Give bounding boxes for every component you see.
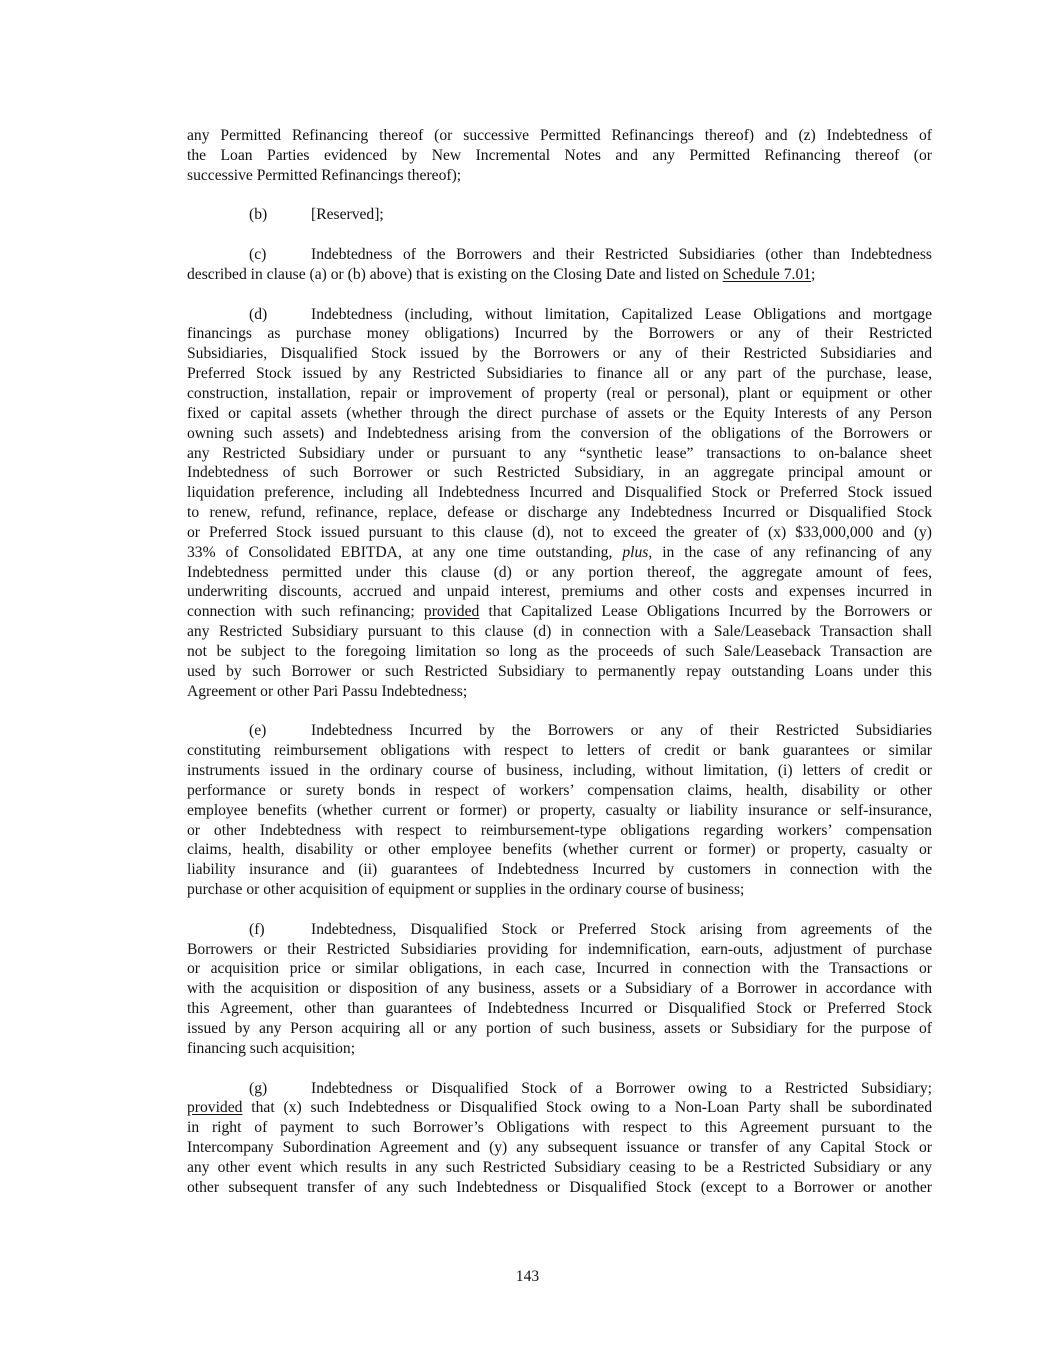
clause-e — [187, 721, 932, 900]
text-fragment: ; — [811, 265, 816, 283]
text-line: any Restricted Subsidiary under or pursuant to any “synthetic lease” transactions to on-balance sheet — [187, 444, 932, 462]
italic-term: plus — [622, 543, 649, 561]
text-line: not be subject to the foregoing limitation so long as the proceeds of such Sale/Leaseback Transaction are — [187, 642, 932, 660]
text-line: any Permitted Refinancing thereof (or successive Permitted Refinancings thereof) and (z) Indebtedness of — [187, 127, 932, 144]
text-line: liability insurance and (ii) guarantees of Indebtedness Incurred by customers in connection with the — [187, 861, 932, 879]
schedule-reference-link[interactable]: Schedule 7.01 — [722, 265, 812, 283]
clause-label: (c) — [249, 246, 267, 264]
text-line: Indebtedness of the Borrowers and their Restricted Subsidiaries (other than Indebtedness — [311, 246, 932, 264]
clause-label: (d) — [249, 305, 268, 323]
text-line: with the acquisition or disposition of any business, assets or a Subsidiary of a Borrower in accordance with — [187, 980, 932, 998]
text-line — [187, 543, 932, 563]
text-line: purchase or other acquisition of equipment or supplies in the ordinary course of business; — [187, 881, 745, 899]
text-line: or Preferred Stock issued pursuant to this clause (d), not to exceed the greater of (x) $33,000,000 and (y) — [187, 523, 932, 541]
text-line — [187, 602, 932, 622]
text-line: other subsequent transfer of any such Indebtedness or Disqualified Stock (except to a Borrower or another — [187, 1178, 932, 1196]
text-line: Indebtedness Incurred by the Borrowers or any of their Restricted Subsidiaries — [311, 722, 932, 740]
text-line: Intercompany Subordination Agreement and (y) any subsequent issuance or transfer of any Capital Stock or — [187, 1139, 932, 1157]
text-line: in right of payment to such Borrower’s Obligations with respect to this Agreement pursuant to the — [187, 1119, 932, 1137]
paragraph-continuation — [187, 126, 932, 186]
text-line: to renew, refund, refinance, replace, defease or discharge any Indebtedness Incurred or Disqualified Stock — [187, 504, 932, 522]
text-line: Preferred Stock issued by any Restricted Subsidiaries to finance all or any part of the purchase, lease, — [187, 365, 932, 383]
text-line: or other Indebtedness with respect to reimbursement-type obligations regarding workers’ compensation — [187, 821, 932, 839]
text-fragment: that (x) such Indebtedness or Disqualified Stock owing to a Non-Loan Party shall be subordinated — [242, 1099, 932, 1117]
text-line: Indebtedness or Disqualified Stock of a Borrower owing to a Restricted Subsidiary; — [311, 1079, 932, 1097]
clause-label: (e) — [249, 722, 267, 740]
text-line: any other event which results in any such Restricted Subsidiary ceasing to be a Restricted Subsidiary or any — [187, 1158, 932, 1176]
text-line: instruments issued in the ordinary course of business, including, without limitation, (i) letters of credit or — [187, 762, 932, 779]
text-line: any Restricted Subsidiary pursuant to this clause (d) in connection with a Sale/Leaseback Transaction shall — [187, 623, 932, 641]
clause-g — [187, 1079, 932, 1198]
text-line: Subsidiaries, Disqualified Stock issued by the Borrowers or any of their Restricted Subsidiaries and — [187, 345, 932, 363]
text-fragment: that Capitalized Lease Obligations Incurred by the Borrowers or — [479, 603, 932, 621]
text-line: Indebtedness, Disqualified Stock or Preferred Stock arising from agreements of the — [311, 920, 932, 938]
text-line: used by such Borrower or such Restricted Subsidiary to permanently repay outstanding Loans under this — [187, 662, 932, 680]
text-line: liquidation preference, including all Indebtedness Incurred and Disqualified Stock or Preferred Stock issued — [187, 484, 932, 502]
text-line: described in clause (a) or (b) above) that is existing on the Closing Date and listed on — [187, 265, 723, 283]
text-line: Indebtedness of such Borrower or such Restricted Subsidiary, in an aggregate principal amount or — [187, 464, 932, 482]
text-line: performance or surety bonds in respect of workers’ compensation claims, health, disability or other — [187, 781, 932, 799]
text-line: financings as purchase money obligations) Incurred by the Borrowers or any of their Restricted — [187, 325, 932, 343]
text-line: underwriting discounts, accrued and unpaid interest, premiums and other costs and expenses incurred in — [187, 583, 932, 601]
underlined-term: provided — [187, 1099, 243, 1117]
text-line: the Loan Parties evidenced by New Incremental Notes and any Permitted Refinancing thereof (or — [187, 146, 932, 164]
clause-d — [187, 305, 932, 702]
text-line: owning such assets) and Indebtedness arising from the conversion of the obligations of the Borrowers or — [187, 424, 932, 442]
page-number: 143 — [515, 1268, 540, 1285]
text-line: successive Permitted Refinancings thereof); — [187, 166, 462, 184]
clause-label: (b) — [249, 206, 268, 224]
clause-label: (g) — [249, 1079, 268, 1097]
text-line: Borrowers or their Restricted Subsidiaries providing for indemnification, earn-outs, adjustment of purchase — [187, 940, 932, 958]
clause-label: (f) — [249, 920, 265, 938]
document-page — [187, 126, 932, 1217]
text-line: claims, health, disability or other employee benefits (whether current or former) or property, casualty or — [187, 841, 932, 859]
text-line: Indebtedness (including, without limitation, Capitalized Lease Obligations and mortgage — [311, 305, 932, 323]
text-line: fixed or capital assets (whether through the direct purchase of assets or the Equity Interests of any Person — [187, 404, 932, 422]
text-line: issued by any Person acquiring all or any portion of such business, assets or Subsidiary for the purpose of — [187, 1019, 932, 1037]
text-line: this Agreement, other than guarantees of Indebtedness Incurred or Disqualified Stock or Preferred Stock — [187, 1000, 932, 1018]
text-line: Agreement or other Pari Passu Indebtedness; — [187, 682, 468, 700]
text-fragment: , in the case of any refinancing of any — [648, 543, 933, 561]
text-line: construction, installation, repair or improvement of property (real or personal), plant or equipment or other — [187, 384, 932, 402]
text-line: or acquisition price or similar obligations, in each case, Incurred in connection with the Transactions or — [187, 960, 932, 978]
text-line: financing such acquisition; — [187, 1039, 356, 1057]
clause-c — [187, 245, 932, 285]
clause-b — [187, 205, 932, 225]
text-line: constituting reimbursement obligations with respect to letters of credit or bank guarantees or similar — [187, 742, 932, 760]
text-fragment: connection with such refinancing; — [187, 603, 424, 621]
text-line: [Reserved]; — [311, 206, 384, 224]
text-fragment: 33% of Consolidated EBITDA, at any one time outstanding, — [187, 543, 623, 561]
text-line: employee benefits (whether current or former) or property, casualty or liability insurance or self-insurance, — [187, 801, 932, 819]
clause-f — [187, 920, 932, 1059]
underlined-term: provided — [423, 603, 480, 621]
text-line: Indebtedness permitted under this clause (d) or any portion thereof, the aggregate amount of fees, — [187, 563, 932, 581]
text-line — [187, 1098, 932, 1118]
